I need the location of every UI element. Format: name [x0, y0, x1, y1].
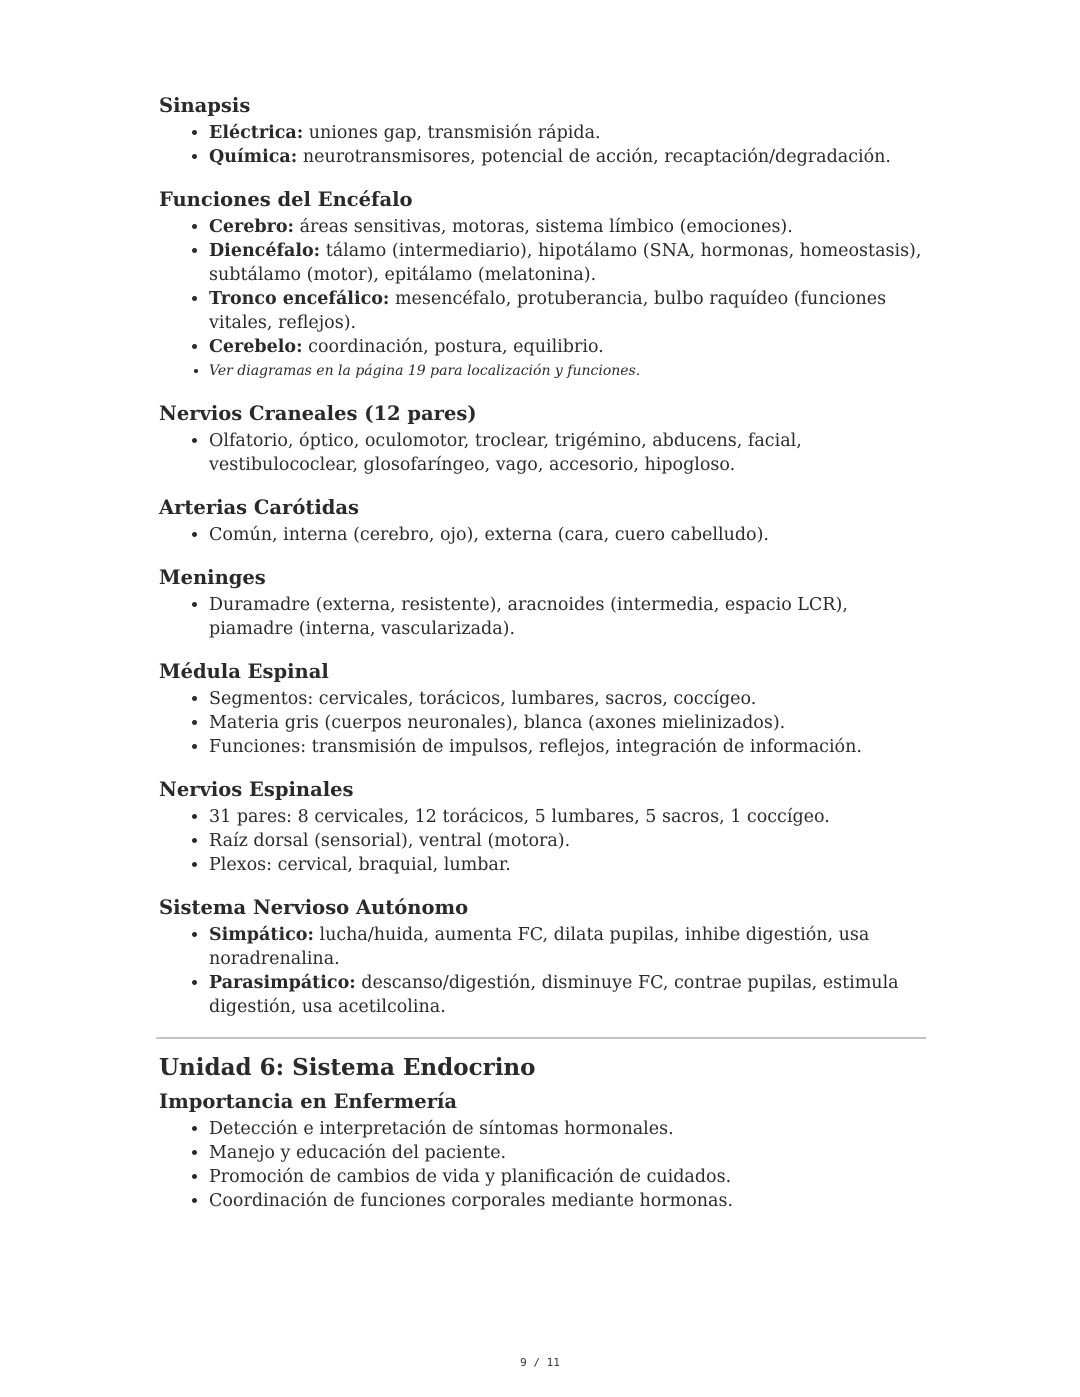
list-item: • Raíz dorsal (sensorial), ventral (motora).: [209, 829, 923, 853]
list-item: • Común, interna (cerebro, ojo), externa (cara, cuero cabelludo).: [209, 523, 923, 547]
section-nervios-craneales: [159, 401, 923, 477]
section-heading: Meninges: [159, 566, 266, 589]
list-item: • Funciones: transmisión de impulsos, reflejos, integración de información.: [209, 735, 923, 759]
section-funciones-encefalo: [159, 187, 923, 383]
section-heading: Médula Espinal: [159, 660, 329, 683]
bullet-list: [159, 687, 923, 759]
list-item: • Eléctrica: uniones gap, transmisión rápida.: [209, 121, 923, 145]
section-arterias-carotidas: [159, 495, 923, 547]
list-item: • Promoción de cambios de vida y planificación de cuidados.: [209, 1165, 923, 1189]
section-divider: [156, 1037, 926, 1039]
list-item: • Detección e interpretación de síntomas hormonales.: [209, 1117, 923, 1141]
bullet-list: [159, 121, 923, 169]
list-item: • Cerebro: áreas sensitivas, motoras, sistema límbico (emociones).: [209, 215, 923, 239]
list-item: • Plexos: cervical, braquial, lumbar.: [209, 853, 923, 877]
bullet-list: [159, 215, 923, 383]
list-item: • Diencéfalo: tálamo (intermediario), hipotálamo (SNA, hormonas, homeostasis), subtálamo (motor), epitálamo (melatonina).: [209, 239, 923, 287]
section-heading: Funciones del Encéfalo: [159, 188, 413, 211]
diagram-note: • Ver diagramas en la página 19 para localización y funciones.: [209, 359, 923, 383]
bullet-list: [159, 923, 923, 1019]
section-heading: Sinapsis: [159, 94, 251, 117]
list-item: • Manejo y educación del paciente.: [209, 1141, 923, 1165]
list-item: • Segmentos: cervicales, torácicos, lumbares, sacros, coccígeo.: [209, 687, 923, 711]
list-item: • 31 pares: 8 cervicales, 12 torácicos, 5 lumbares, 5 sacros, 1 coccígeo.: [209, 805, 923, 829]
list-item: • Simpático: lucha/huida, aumenta FC, dilata pupilas, inhibe digestión, usa noradrenalina.: [209, 923, 923, 971]
list-item: • Tronco encefálico: mesencéfalo, protuberancia, bulbo raquídeo (funciones vitales, reflejos).: [209, 287, 923, 335]
page-number: 9 / 11: [520, 1356, 560, 1369]
section-heading: Arterias Carótidas: [159, 496, 359, 519]
section-sinapsis: [159, 93, 923, 169]
unit-title: Unidad 6: Sistema Endocrino: [159, 1054, 536, 1081]
list-item: • Química: neurotransmisores, potencial de acción, recaptación/degradación.: [209, 145, 923, 169]
section-heading: Sistema Nervioso Autónomo: [159, 896, 469, 919]
section-sistema-nervioso-autonomo: [159, 895, 923, 1019]
section-heading: Importancia en Enfermería: [159, 1090, 458, 1113]
section-heading: Nervios Craneales (12 pares): [159, 402, 477, 425]
list-item: • Duramadre (externa, resistente), aracnoides (intermedia, espacio LCR), piamadre (interna, vascularizada).: [209, 593, 923, 641]
section-medula-espinal: [159, 659, 923, 759]
bullet-list: [159, 523, 923, 547]
list-item: • Coordinación de funciones corporales mediante hormonas.: [209, 1189, 923, 1213]
document-body: [159, 93, 923, 1231]
section-meninges: [159, 565, 923, 641]
list-item: • Materia gris (cuerpos neuronales), blanca (axones mielinizados).: [209, 711, 923, 735]
bullet-list: [159, 593, 923, 641]
section-heading: Nervios Espinales: [159, 778, 354, 801]
unit-6-section: [159, 1053, 923, 1213]
list-item: • Cerebelo: coordinación, postura, equilibrio.: [209, 335, 923, 359]
bullet-list: [159, 1117, 923, 1213]
section-nervios-espinales: [159, 777, 923, 877]
bullet-list: [159, 429, 923, 477]
bullet-list: [159, 805, 923, 877]
list-item: • Parasimpático: descanso/digestión, disminuye FC, contrae pupilas, estimula digestión, usa acetilcolina.: [209, 971, 923, 1019]
list-item: • Olfatorio, óptico, oculomotor, troclear, trigémino, abducens, facial, vestibulococlear, glosofaríngeo, vago, accesorio, hipogloso.: [209, 429, 923, 477]
